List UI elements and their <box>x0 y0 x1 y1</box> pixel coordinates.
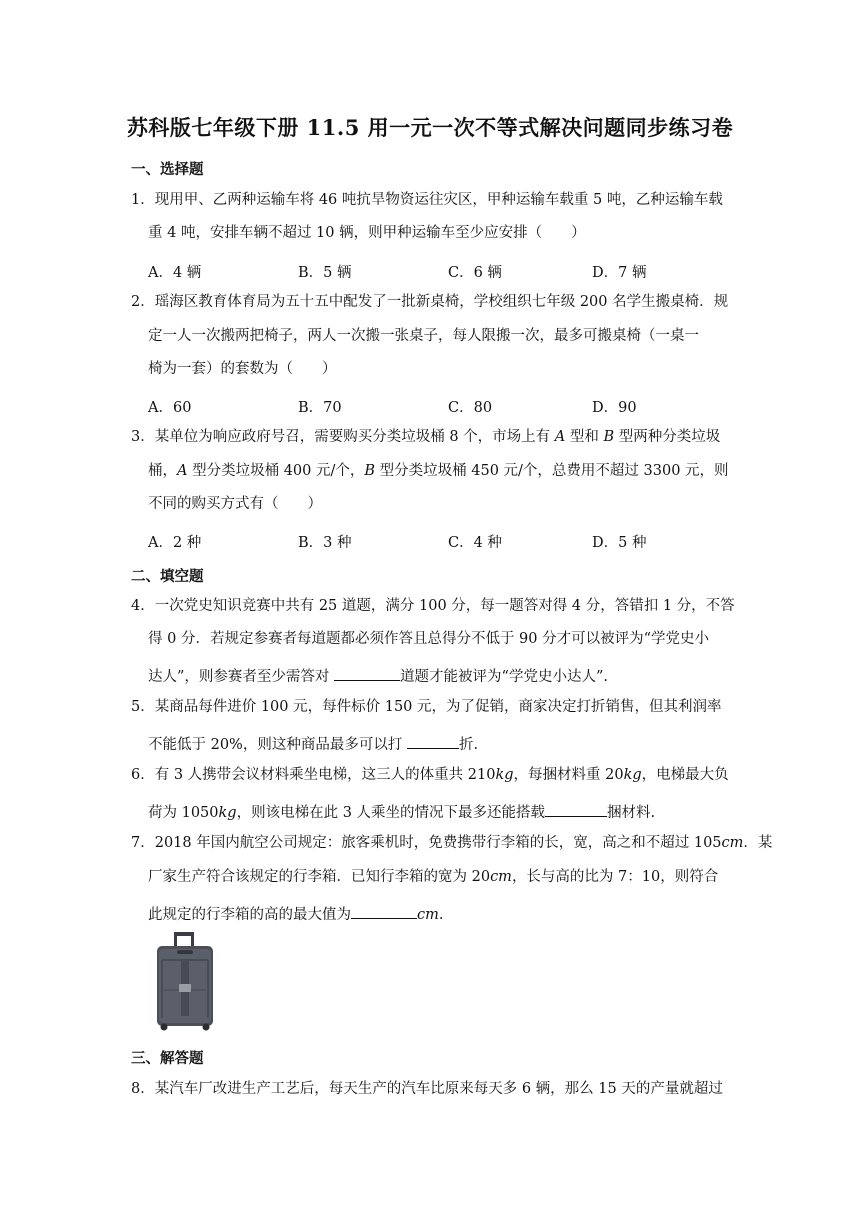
q7-unit-cm-2: cm <box>490 869 512 885</box>
q6-text-1b: ，每捆材料重 20 <box>513 767 624 783</box>
q8-line-1: 8．某汽车厂改进生产工艺后，每天生产的汽车比原来每天多 6 辆，那么 15 天的产量就超过 <box>131 1081 723 1097</box>
q3-option-d: D．5 种 <box>592 535 647 551</box>
q2-option-a: A．60 <box>148 400 192 416</box>
q5-text-2b: 折. <box>458 737 479 753</box>
q1-line-1: 1．现用甲、乙两种运输车将 46 吨抗旱物资运往灾区，甲种运输车载重 5 吨，乙种运输车载 <box>131 192 723 208</box>
q7-text-3b: . <box>438 907 444 923</box>
q3-line-1 <box>131 430 720 445</box>
q6-text-2a: 荷为 1050 <box>148 805 219 821</box>
q7-line-3 <box>148 904 443 923</box>
q1-option-a: A．4 辆 <box>148 265 202 281</box>
section-heading-fill: 二、填空题 <box>131 568 204 585</box>
q2-option-c: C．80 <box>448 400 493 416</box>
q6-answer-blank[interactable] <box>545 802 607 817</box>
q3-option-c: C．4 种 <box>448 535 502 551</box>
page-title: 苏科版七年级下册 11.5 用一元一次不等式解决问题同步练习卷 <box>126 115 734 140</box>
q2-line-1: 2．瑶海区教育体育局为五十五中配发了一批新桌椅，学校组织七年级 200 名学生搬桌椅．规 <box>131 294 729 310</box>
q1-option-b: B．5 辆 <box>298 265 352 281</box>
q7-text-2a: 厂家生产符合该规定的行李箱．已知行李箱的宽为 20 <box>148 869 491 885</box>
q6-line-1 <box>131 768 729 783</box>
q4-text-3b: 道题才能被评为“学党史小达人”. <box>400 669 608 685</box>
q2-line-3: 椅为一套）的套数为（ ） <box>148 361 337 377</box>
q6-text-1c: ，电梯最大负 <box>641 767 729 783</box>
q5-line-1: 5．某商品每件进价 100 元，每件标价 150 元，为了促销，商家决定打折销售，但其利润率 <box>131 699 722 715</box>
q3-line-2 <box>148 464 729 479</box>
q3-option-a: A．2 种 <box>148 535 202 551</box>
q6-line-2 <box>148 802 655 821</box>
q6-unit-kg: kg <box>495 767 514 783</box>
q3-var-a-2: A <box>177 463 188 479</box>
q3-var-b-2: B <box>364 463 376 479</box>
q7-unit-cm: cm <box>721 835 744 851</box>
q6-text-2b: ，则该电梯在此 3 人乘坐的情况下最多还能搭载 <box>236 805 546 821</box>
q3-text-1b: 型和 <box>565 429 604 445</box>
q3-text-2b: 型分类垃圾桶 400 元/个， <box>187 463 365 479</box>
q3-var-a: A <box>554 429 566 445</box>
q3-line-3: 不同的购买方式有（ ） <box>148 496 322 512</box>
q2-line-2: 定一人一次搬两把椅子，两人一次搬一张桌子，每人限搬一次，最多可搬桌椅（一桌一 <box>148 328 699 344</box>
q7-text-3a: 此规定的行李箱的高的最大值为 <box>148 907 351 923</box>
q6-text-1a: 6．有 3 人携带会议材料乘坐电梯，这三人的体重共 210 <box>131 767 496 783</box>
q7-line-1 <box>131 836 772 851</box>
q7-text-1a: 7．2018 年国内航空公司规定：旅客乘机时，免费携带行李箱的长，宽，高之和不超过 105 <box>131 835 722 851</box>
q3-option-b: B．3 种 <box>298 535 352 551</box>
q5-line-2 <box>148 734 478 753</box>
q6-unit-kg-2: kg <box>623 767 642 783</box>
q2-option-b: B．70 <box>298 400 342 416</box>
q3-var-b: B <box>603 429 615 445</box>
suitcase-image <box>150 930 218 1032</box>
q3-text-1c: 型两种分类垃圾 <box>614 429 721 445</box>
q4-text-3a: 达人”，则参赛者至少需答对 <box>148 669 335 685</box>
q4-line-3 <box>148 666 608 685</box>
q7-unit-cm-3: cm <box>417 907 439 923</box>
q7-text-2b: ，长与高的比为 7：10，则符合 <box>511 869 719 885</box>
q4-line-2: 得 0 分．若规定参赛者每道题都必须作答且总得分不低于 90 分才可以被评为“学党史小 <box>148 631 710 647</box>
q7-text-1b: ．某 <box>743 835 773 851</box>
q1-line-2: 重 4 吨，安排车辆不超过 10 辆，则甲种运输车至少应安排（ ） <box>148 225 586 241</box>
q2-option-d: D．90 <box>592 400 637 416</box>
q5-answer-blank[interactable] <box>407 734 459 749</box>
section-heading-answer: 三、解答题 <box>131 1050 204 1067</box>
q7-line-2 <box>148 870 718 885</box>
q1-option-d: D．7 辆 <box>592 265 647 281</box>
q4-line-1: 4．一次党史知识竞赛中共有 25 道题，满分 100 分，每一题答对得 4 分，答错扣 1 分，不答 <box>131 598 735 614</box>
q3-text-1a: 3．某单位为响应政府号召，需要购买分类垃圾桶 8 个，市场上有 <box>131 429 555 445</box>
q6-unit-kg-3: kg <box>218 805 237 821</box>
q1-option-c: C．6 辆 <box>448 265 502 281</box>
section-heading-choice: 一、选择题 <box>131 161 204 178</box>
q3-text-2c: 型分类垃圾桶 450 元/个，总费用不超过 3300 元，则 <box>375 463 729 479</box>
q5-text-2a: 不能低于 20%，则这种商品最多可以打 <box>148 737 407 753</box>
q6-text-2c: 捆材料. <box>607 805 656 821</box>
q4-answer-blank[interactable] <box>334 666 400 681</box>
q3-text-2a: 桶， <box>148 463 177 479</box>
q7-answer-blank[interactable] <box>351 904 417 919</box>
